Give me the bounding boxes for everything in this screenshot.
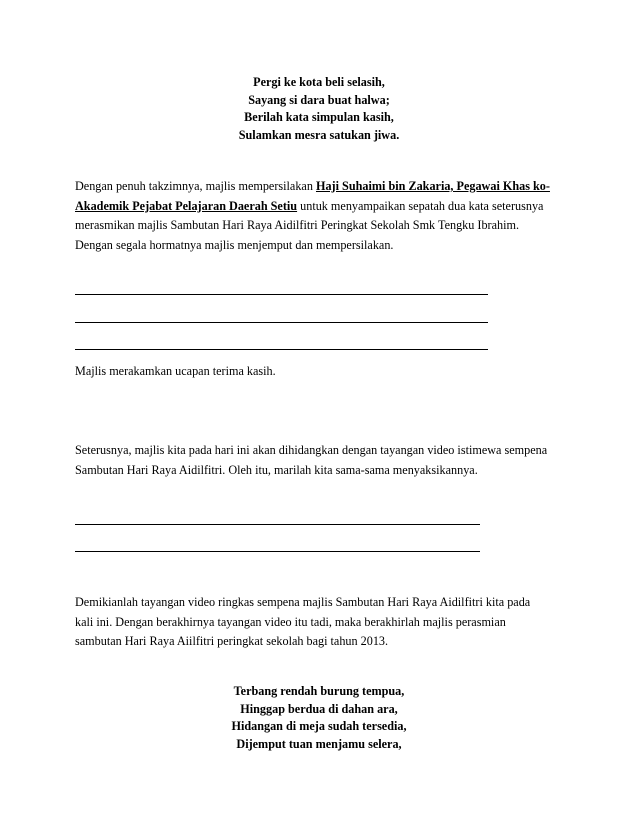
blank-line [75, 294, 488, 295]
invitation-text: Dengan penuh takzimnya, majlis mempersilakan [75, 179, 316, 193]
paragraph-line [75, 177, 571, 197]
paragraph-line: Sambutan Hari Raya Aidilfitri. Oleh itu, marilah kita sama-sama menyaksikannya. [75, 462, 478, 477]
paragraph-line: Demikianlah tayangan video ringkas sempena majlis Sambutan Hari Raya Aidilfitri kita pada [75, 595, 531, 609]
pantun-line: Hinggap berdua di dahan ara, [240, 701, 398, 716]
blank-line [75, 524, 480, 525]
pantun-line: Hidangan di meja sudah tersedia, [231, 719, 407, 734]
blank-line [75, 349, 488, 350]
blank-line [75, 322, 488, 323]
pantun-line: Pergi ke kota beli selasih, [253, 75, 385, 89]
paragraph-line: sambutan Hari Raya Aiilfitri peringkat sekolah bagi tahun 2013. [75, 634, 389, 649]
pantun-line: Berilah kata simpulan kasih, [244, 110, 394, 125]
invitation-text: untuk menyampaikan sepatah dua kata seterusnya [297, 198, 544, 213]
guest-name: Haji Suhaimi bin Zakaria, Pegawai Khas ko- [315, 179, 550, 193]
paragraph-line: merasmikan majlis Sambutan Hari Raya Aidilfitri Peringkat Sekolah Smk Tengku Ibrahim. [75, 218, 520, 233]
paragraph-line: Seterusnya, majlis kita pada hari ini akan dihidangkan dengan tayangan video istimewa sempena [75, 443, 548, 457]
opening-pantun [0, 74, 638, 144]
closing-pantun [0, 683, 638, 753]
paragraph-line: kali ini. Dengan berakhirnya tayangan video itu tadi, maka berakhirlah majlis perasmian [75, 614, 506, 629]
paragraph-line [75, 197, 571, 217]
pantun-line: Terbang rendah burung tempua, [233, 684, 405, 698]
closing-paragraph [75, 593, 571, 652]
paragraph-line: Dengan segala hormatnya majlis menjemput dan mempersilakan. [75, 237, 394, 252]
guest-title: Akademik Pejabat Pelajaran Daerah Setiu [75, 198, 298, 213]
video-intro-paragraph [75, 441, 571, 480]
pantun-line: Dijemput tuan menjamu selera, [236, 736, 402, 751]
invitation-paragraph [75, 177, 571, 255]
paragraph-line: Majlis merakamkan ucapan terima kasih. [75, 364, 276, 378]
thanks-paragraph [75, 362, 571, 382]
pantun-line: Sayang si dara buat halwa; [248, 92, 390, 107]
pantun-line: Sulamkan mesra satukan jiwa. [238, 127, 400, 142]
blank-line [75, 551, 480, 552]
